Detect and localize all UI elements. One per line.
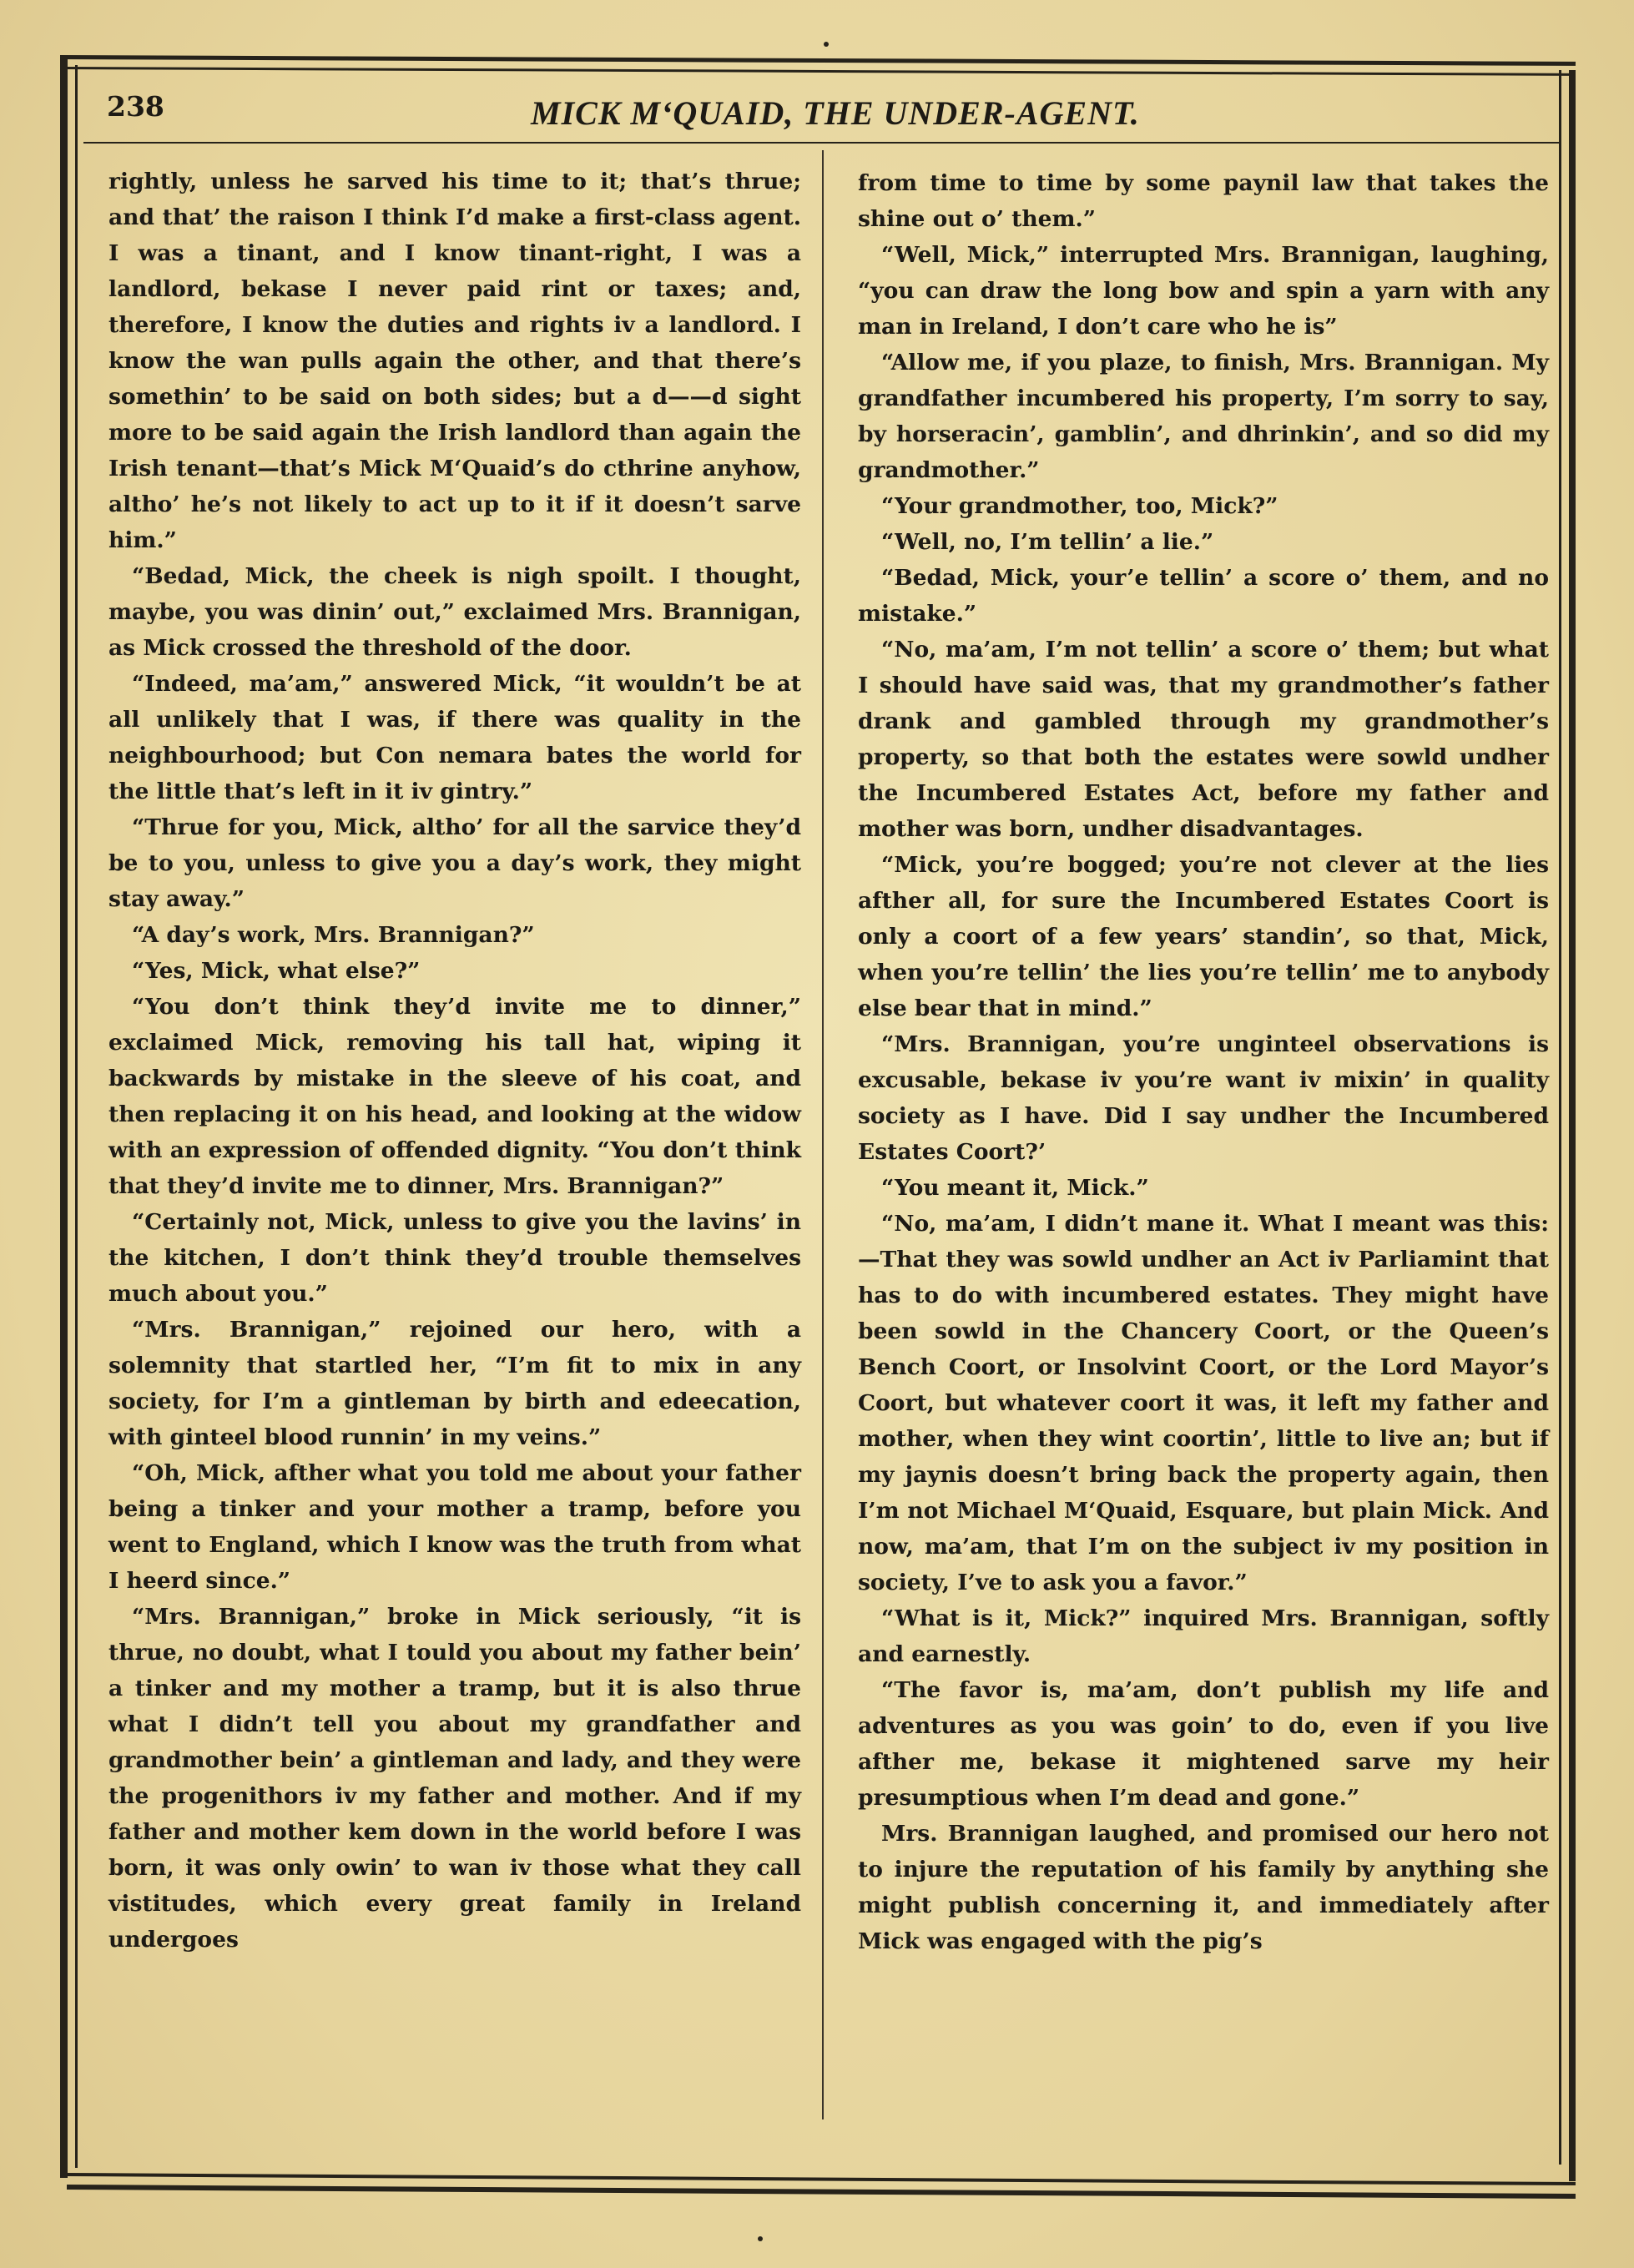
- right-column: [858, 165, 1549, 1959]
- paragraph: Mrs. Brannigan laughed, and promised our hero not to injure the reputation of his family by anything she might publish concerning it, and immediately after Mick was engaged with the pig’s: [858, 1821, 1549, 1954]
- right-border-thin: [1559, 70, 1561, 2165]
- paragraph: “Bedad, Mick, your’e tellin’ a score o’ them, and no mistake.”: [858, 565, 1549, 627]
- paragraph: “What is it, Mick?” inquired Mrs. Brannigan, softly and earnestly.: [858, 1605, 1549, 1667]
- paragraph: “Thrue for you, Mick, altho’ for all the sarvice they’d be to you, unless to give you a day’s work, they might stay away.”: [108, 814, 801, 912]
- column-divider: [822, 150, 824, 2119]
- page-number: 238: [107, 90, 164, 123]
- paragraph: “The favor is, ma’am, don’t publish my life and adventures as you was goin’ to do, even if you live afther me, bekase it mightened sarve my heir presumptious when I’m dead and gone.”: [858, 1677, 1549, 1811]
- paragraph: “Well, no, I’m tellin’ a lie.”: [881, 529, 1214, 555]
- paragraph: “You meant it, Mick.”: [881, 1175, 1149, 1201]
- paragraph: “Your grandmother, too, Mick?”: [881, 493, 1278, 519]
- paragraph: “Allow me, if you plaze, to finish, Mrs. Brannigan. My grandfather incumbered his property, I’m sorry to say, by horseracin’, gamblin’, and dhrinkin’, and so did my grandmother.”: [858, 350, 1549, 483]
- paragraph: “Mrs. Brannigan, you’re unginteel observations is excusable, bekase iv you’re want iv mixin’ in quality society as I have. Did I say undher the Incumbered Estates Coort?’: [858, 1031, 1549, 1165]
- paragraph: “Yes, Mick, what else?”: [132, 958, 421, 984]
- paragraph: “Mrs. Brannigan,” rejoined our hero, with a solemnity that startled her, “I’m fit to mix in any society, for I’m a gintleman by birth and edeecation, with ginteel blood runnin’ in my veins.”: [108, 1317, 801, 1450]
- paragraph: “Certainly not, Mick, unless to give you the lavins’ in the kitchen, I don’t think they’d trouble themselves much about you.”: [108, 1209, 801, 1307]
- left-column: [108, 164, 801, 1958]
- top-border-rule-inner: [65, 67, 1574, 76]
- left-border-thin: [75, 65, 78, 2168]
- running-title: MICK M‘QUAID, THE UNDER-AGENT.: [531, 94, 1140, 132]
- left-border-thick: [60, 58, 68, 2178]
- paragraph: “No, ma’am, I’m not tellin’ a score o’ them; but what I should have said was, that my grandmother’s father drank and gambled through my grandmother’s property, so that both the estates were sowld undher the Incumbered Estates Act, before my father and mother was born, undher disadvantages.: [858, 637, 1549, 842]
- paragraph: “Mick, you’re bogged; you’re not clever at the lies afther all, for sure the Incumbered Estates Coort is only a coort of a few years’ standin’, so that, Mick, when you’re tellin’ the lies you’re tellin’ me to anybody else bear that in mind.”: [858, 852, 1549, 1021]
- paragraph: “Mrs. Brannigan,” broke in Mick seriously, “it is thrue, no doubt, what I tould you about my father bein’ a tinker and my mother a tramp, but it is also thrue what I didn’t tell you about my grandfather and grandmother bein’ a gintleman and lady, and they were the progenithors iv my father and mother. And if my father and mother kem down in the world before I was born, it was only owin’ to wan iv those what they call vistitudes, which every great family in Ireland undergoes: [108, 1604, 801, 1953]
- bottom-border-rule-inner: [67, 2173, 1576, 2185]
- header-rule: [83, 142, 1561, 144]
- paragraph: “Well, Mick,” interrupted Mrs. Brannigan, laughing, “you can draw the long bow and spin a yarn with any man in Ireland, I don’t care who he is”: [858, 242, 1549, 340]
- paragraph: “No, ma’am, I didn’t mane it. What I meant was this:—That they was sowld undher an Act iv Parliamint that has to do with incumbered estates. They might have been sowld in the Chancery Coort, or the Queen’s Bench Coort, or Insolvint Coort, or the Lord Mayor’s Coort, but whatever coort it was, it left my father and mother, when they wint coortin’, little to live an; but if my jaynis doesn’t bring back the property again, then I’m not Michael M‘Quaid, Esquare, but plain Mick. And now, ma’am, that I’m on the subject iv my position in society, I’ve to ask you a favor.”: [858, 1211, 1549, 1595]
- paragraph: “A day’s work, Mrs. Brannigan?”: [132, 922, 535, 948]
- print-mark: [824, 42, 829, 47]
- right-border-thick: [1569, 70, 1576, 2181]
- paragraph: rightly, unless he sarved his time to it; that’s thrue; and that’ the raison I think I’d make a first-class agent. I was a tinant, and I know tinant-right, I was a landlord, bekase I never paid rint or taxes; and, therefore, I know the duties and rights iv a landlord. I know the wan pulls again the other, and that there’s somethin’ to be said on both sides; but a d——d sight more to be said again the Irish landlord than again the Irish tenant—that’s Mick M‘Quaid’s do cthrine anyhow, altho’ he’s not likely to act up to it if it doesn’t sarve him.”: [108, 169, 801, 553]
- bottom-border-rule: [67, 2185, 1576, 2199]
- paragraph: from time to time by some paynil law that takes the shine out o’ them.”: [858, 170, 1549, 232]
- paragraph: “Indeed, ma’am,” answered Mick, “it wouldn’t be at all unlikely that I was, if there was quality in the neighbourhood; but Con nemara bates the world for the little that’s left in it iv gintry.”: [108, 671, 801, 804]
- paragraph: “Bedad, Mick, the cheek is nigh spoilt. I thought, maybe, you was dinin’ out,” exclaimed Mrs. Brannigan, as Mick crossed the threshold of the door.: [108, 563, 801, 661]
- top-border-rule: [60, 55, 1576, 66]
- paragraph: “You don’t think they’d invite me to dinner,” exclaimed Mick, removing his tall hat, wiping it backwards by mistake in the sleeve of his coat, and then replacing it on his head, and looking at the widow with an expression of offended dignity. “You don’t think that they’d invite me to dinner, Mrs. Brannigan?”: [108, 994, 801, 1199]
- print-mark: [758, 2236, 763, 2241]
- paragraph: “Oh, Mick, afther what you told me about your father being a tinker and your mother a tramp, before you went to England, which I know was the truth from what I heerd since.”: [108, 1460, 801, 1594]
